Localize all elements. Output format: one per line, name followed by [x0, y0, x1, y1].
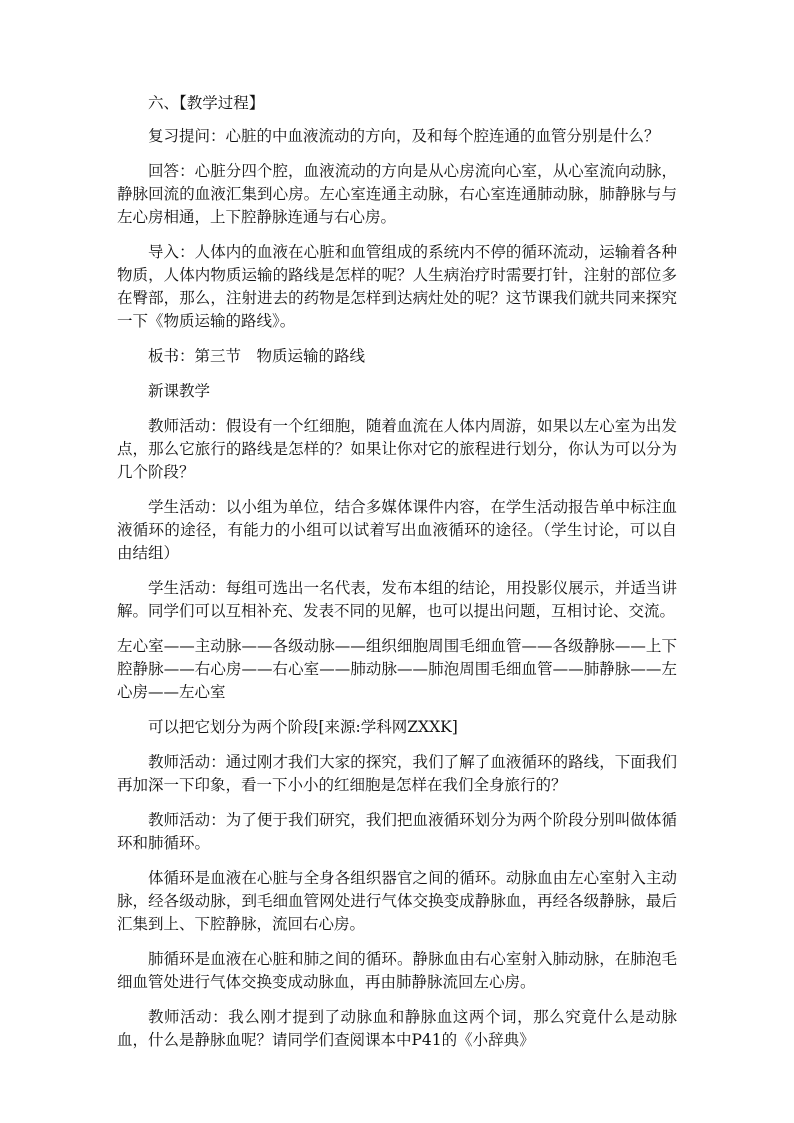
blackboard-title-paragraph: 板书：第三节 物质运输的路线	[148, 347, 366, 365]
section-heading: 六、【教学过程】	[148, 94, 265, 112]
teacher-activity-paragraph: 教师活动：我么刚才提到了动脉血和静脉血这两个词，那么究竟什么是动脉血，什么是静脉血呢？请同学们查阅课本中P41的《小辞典》	[117, 1008, 677, 1049]
document-page	[117, 92, 677, 1064]
introduction-paragraph: 导入：人体内的血液在心脏和血管组成的系统内不停的循环流动，运输着各种物质，人体内物质运输的路线是怎样的呢？人生病治疗时需要打针，注射的部位多在臀部，那么，注射进去的药物是怎样到达病灶处的呢？这节课我们就共同来探究一下《物质运输的路线》。	[117, 243, 677, 330]
answer-paragraph: 回答：心脏分四个腔，血液流动的方向是从心房流向心室，从心室流向动脉，静脉回流的血液汇集到心房。左心室连通主动脉，右心室连通肺动脉，肺静脉与与左心房相通，上下腔静脉连通与右心房。	[117, 162, 677, 226]
systemic-circulation-paragraph: 体循环是血液在心脏与全身各组织器官之间的循环。动脉血由左心室射入主动脉，经各级动脉，到毛细血管网处进行气体交换变成静脉血，再经各级静脉，最后汇集到上、下腔静脉，流回右心房。	[117, 869, 677, 933]
teacher-activity-paragraph: 教师活动：假设有一个红细胞，随着血流在人体内周游，如果以左心室为出发点，那么它旅行的路线是怎样的？如果让你对它的旅程进行划分，你认为可以分为几个阶段？	[117, 417, 677, 481]
teacher-activity-paragraph: 教师活动：通过刚才我们大家的探究，我们了解了血液循环的路线，下面我们再加深一下印象，看一下小小的红细胞是怎样在我们全身旅行的？	[117, 753, 677, 794]
pulmonary-circulation-paragraph: 肺循环是血液在心脏和肺之间的循环。静脉血由右心室射入肺动脉，在肺泡毛细血管处进行气体交换变成动脉血，再由肺静脉流回左心房。	[117, 950, 677, 991]
two-stage-paragraph: 可以把它划分为两个阶段[来源:学科网ZXXK]	[148, 718, 458, 736]
student-activity-paragraph: 学生活动：每组可选出一名代表，发布本组的结论，用投影仪展示，并适当讲解。同学们可以互相补充、发表不同的见解，也可以提出问题，互相讨论、交流。	[117, 579, 677, 620]
student-activity-paragraph: 学生活动：以小组为单位，结合多媒体课件内容，在学生活动报告单中标注血液循环的途径，有能力的小组可以试着写出血液循环的途径。（学生讨论，可以自由结组）	[117, 498, 677, 562]
new-lesson-label: 新课教学	[148, 382, 211, 400]
teacher-activity-paragraph: 教师活动：为了便于我们研究，我们把血液循环划分为两个阶段分别叫做体循环和肺循环。	[117, 811, 677, 852]
circulation-route-paragraph: 左心室——主动脉——各级动脉——组织细胞周围毛细血管——各级静脉——上下腔静脉——右心房——右心室——肺动脉——肺泡周围毛细血管——肺静脉——左心房——左心室	[117, 637, 677, 701]
review-question-paragraph: 复习提问：心脏的中血液流动的方向，及和每个腔连通的血管分别是什么？	[148, 127, 660, 145]
